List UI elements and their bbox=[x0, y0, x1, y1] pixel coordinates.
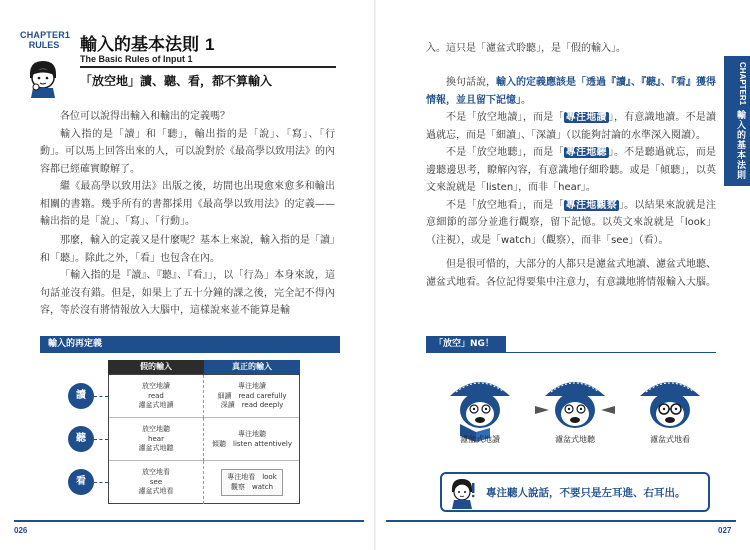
paragraph: 那麼，輸入的定義又是什麼呢？基本上來說，輸入指的是「讀」和「聽」。除此之外，「看」也包含在內。 bbox=[40, 235, 335, 264]
cell-line: 傾聽 listen attentively bbox=[212, 439, 292, 448]
section-title-redefine: 輸入的再定義 bbox=[40, 336, 340, 352]
paragraph-read bbox=[426, 109, 716, 144]
text-run: 不是「放空地看」，而是「 bbox=[446, 199, 564, 211]
book-gutter bbox=[374, 0, 376, 550]
input-table bbox=[108, 374, 300, 504]
table-row bbox=[109, 375, 299, 418]
footer-rule bbox=[386, 520, 736, 522]
highlight-focused-listen: 專注地聽 bbox=[565, 147, 607, 158]
verb-badge-read: 讀 bbox=[68, 383, 94, 409]
connector-line bbox=[94, 439, 108, 440]
text-run: 不是「放空地讀」，而是「 bbox=[446, 112, 564, 123]
chapter-side-tab bbox=[724, 56, 750, 186]
highlight-focused-read: 專注地讀 bbox=[565, 112, 607, 123]
paragraph-listen bbox=[426, 144, 716, 197]
footer-rule bbox=[14, 520, 364, 522]
right-text-top bbox=[426, 40, 716, 58]
page-title bbox=[80, 30, 214, 55]
paragraph: 「輸入指的是『讀』、『聽』、『看』」，以「行為」本身來說，這句話並沒有錯。但是，如果上了五十分鐘的課之後，完全記不得內容，等於沒有將情報放入大腦中，這樣說來並不能算是輸 bbox=[40, 270, 335, 316]
figure-label: 濾盆式地讀 bbox=[460, 435, 500, 444]
paragraph: 輸入指的是「讀」和「聽」，輸出指的是「說」、「寫」、「行動」。可以馬上回答出來的人，可以說對於《最高學以致用法》的內容都已經確實瞭解了。 bbox=[40, 128, 335, 175]
side-chapter-title: 輸入的基本法則 bbox=[735, 110, 745, 180]
cell-line: 專注地讀 bbox=[238, 382, 266, 391]
table-cell-fake bbox=[109, 461, 204, 504]
section-rule bbox=[426, 352, 716, 353]
table-header-fake: 假的輸入 bbox=[108, 360, 204, 374]
text-run: 換句話說， bbox=[446, 77, 496, 88]
verb-badge-hear: 聽 bbox=[68, 426, 94, 452]
table-cell-real bbox=[205, 375, 299, 418]
cell-line: 濾盆式地聽 bbox=[138, 444, 174, 453]
paragraph-watch bbox=[426, 197, 716, 250]
table-header-real: 真正的輸入 bbox=[204, 360, 300, 374]
body-text-block-2 bbox=[40, 232, 335, 320]
cell-line: 放空地讀 bbox=[142, 382, 170, 391]
lead-heading: 「放空地」讀、聽、看，都不算輸入 bbox=[80, 74, 273, 88]
connector-line bbox=[94, 482, 108, 483]
tip-box bbox=[440, 472, 710, 512]
highlight-focused-watch: 專注地觀察 bbox=[565, 199, 617, 211]
paragraph: 繼《最高學以致用法》出版之後，坊間也出現愈來愈多和輸出相關的書籍。幾乎所有的書都採用《最高學以致用法》的定義——輸出指的是「說」、「寫」、「行動」。 bbox=[40, 181, 335, 227]
figure-label: 濾盆式地聽 bbox=[555, 435, 595, 444]
mascot-tip-icon bbox=[448, 477, 476, 509]
highlight-definition: 輸入的定義應該是「透過『讀』、『聽』、『看』獲得情報，並且留下記憶」 bbox=[426, 77, 716, 106]
tip-text: 專注聽人說話，不要只是左耳進、右耳出。 bbox=[486, 487, 686, 499]
connector-line bbox=[94, 396, 108, 397]
cell-line: read bbox=[148, 391, 164, 400]
chapter-label: CHAPTER1 bbox=[20, 30, 71, 40]
section-rule bbox=[40, 352, 340, 353]
paragraph: 各位可以說得出輸入和輸出的定義嗎？ bbox=[60, 111, 230, 122]
table-cell-real bbox=[205, 461, 299, 504]
paragraph: 入。這只是「濾盆式聆聽」，是「假的輸入」。 bbox=[426, 43, 626, 54]
text-run: 。 bbox=[521, 94, 531, 106]
cell-line: 濾盆式地看 bbox=[138, 487, 174, 496]
table-cell-fake bbox=[109, 375, 204, 418]
mascot-thinking-icon bbox=[24, 58, 62, 98]
text-run: 」，有意識地讀。不是讀過就忘，而是「細讀」、「深讀」（以能夠討論的水準深入閱讀）。 bbox=[426, 112, 717, 141]
cell-line: see bbox=[149, 477, 163, 486]
right-text-block bbox=[426, 74, 716, 249]
paragraph-definition bbox=[426, 74, 716, 109]
cell-line: hear bbox=[148, 434, 164, 443]
cell-line: 放空地看 bbox=[142, 468, 170, 477]
cell-line: 深讀 read deeply bbox=[220, 401, 284, 410]
table-cell-fake bbox=[109, 418, 204, 461]
real-input-box bbox=[221, 469, 283, 496]
cell-line: 細讀 read carefully bbox=[217, 391, 287, 400]
text-run: 」。以結果來說就是注意細節的部分並進行觀察，留下記憶。以英文來說就是「look」（注視），或是「watch」（觀察），而非「see」（看）。 bbox=[426, 199, 717, 246]
page-subtitle: The Basic Rules of Input 1 bbox=[80, 54, 193, 64]
rules-label: RULES bbox=[28, 40, 60, 50]
page-title-text: 輸入的基本法則 bbox=[80, 35, 199, 55]
figure-label: 濾盆式地看 bbox=[650, 435, 690, 444]
table-row bbox=[109, 461, 299, 504]
text-run: 」。不是聽過就忘，而是邊聽邊思考，瞭解內容，有意識地仔細聆聽。或是「傾聽」，以英文來說就是「listen」，而非「hear」。 bbox=[426, 147, 717, 193]
cell-line: 放空地聽 bbox=[142, 425, 170, 434]
text-run: 不是「放空地聽」，而是「 bbox=[446, 147, 564, 158]
cell-line: 專注地看 look bbox=[227, 473, 277, 481]
section-title-ng: 「放空」NG！ bbox=[426, 336, 506, 352]
table-cell-real bbox=[205, 418, 299, 461]
chapter-tag bbox=[20, 30, 71, 50]
verb-badge-see: 看 bbox=[68, 469, 94, 495]
side-chapter-label: CHAPTER1 bbox=[738, 62, 747, 106]
right-text-conclusion bbox=[426, 256, 716, 291]
cell-line: 觀察 watch bbox=[230, 482, 274, 491]
cell-line: 專注地聽 bbox=[238, 430, 266, 438]
page-number-right: 027 bbox=[718, 526, 732, 535]
cell-line: 濾盆式地讀 bbox=[138, 401, 174, 410]
table-row bbox=[109, 418, 299, 461]
page-title-number: 1 bbox=[205, 35, 215, 54]
body-text-block-1 bbox=[40, 108, 335, 231]
paragraph: 但是很可惜的，大部分的人都只是濾盆式地讀、濾盆式地聽、濾盆式地看。各位記得要集中注意力，有意識地將情報輸入大腦。 bbox=[426, 259, 716, 288]
title-rule bbox=[80, 66, 336, 68]
page-number-left: 026 bbox=[14, 526, 28, 535]
